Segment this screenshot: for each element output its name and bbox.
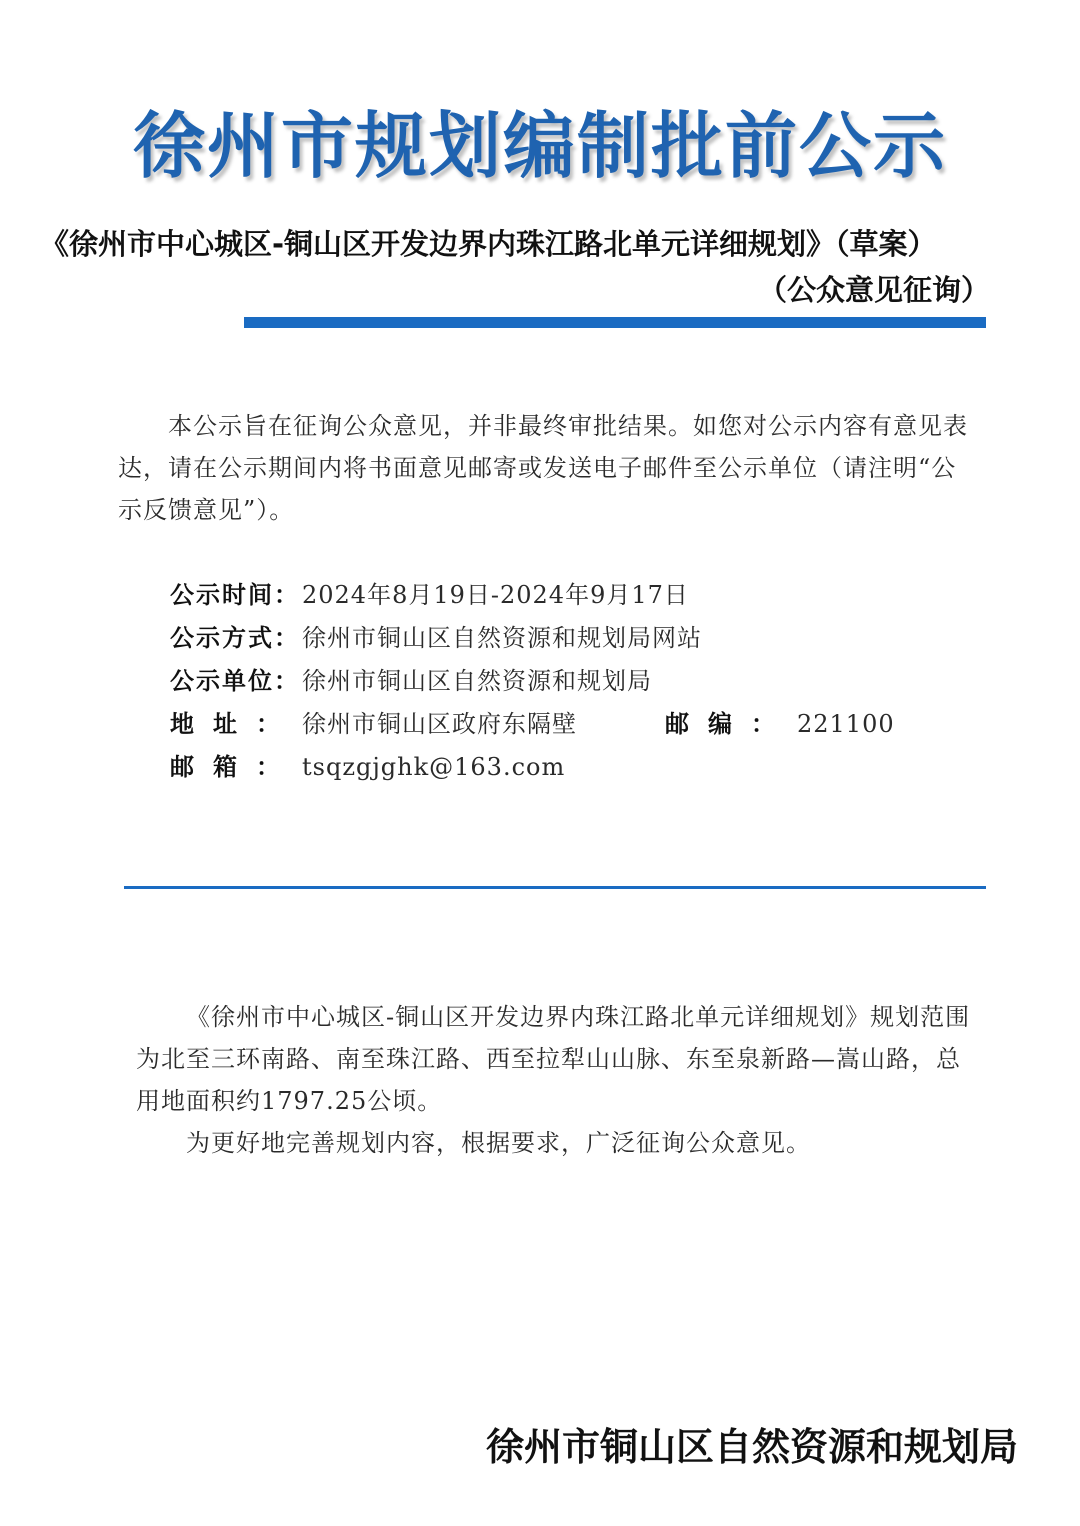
address-value: 徐州市铜山区政府东隔壁 bbox=[302, 710, 577, 738]
address-row bbox=[170, 703, 990, 746]
title-divider bbox=[244, 317, 986, 328]
address-label: 地址： bbox=[170, 710, 282, 738]
email-label: 邮箱： bbox=[170, 753, 282, 781]
period-row bbox=[170, 574, 990, 617]
page-title: 徐州市规划编制批前公示 bbox=[132, 104, 947, 188]
method-label: 公示方式： bbox=[170, 624, 300, 652]
period-label: 公示时间： bbox=[170, 581, 300, 609]
postcode-label: 邮编： bbox=[665, 710, 777, 738]
postcode-group bbox=[665, 703, 895, 746]
issuing-organization: 徐州市铜山区自然资源和规划局 bbox=[485, 1425, 1018, 1469]
intro-paragraph: 本公示旨在征询公众意见，并非最终审批结果。如您对公示内容有意见表达，请在公示期间内将书面意见邮寄或发送电子邮件至公示单位（请注明“公示反馈意见”）。 bbox=[118, 412, 968, 524]
notice-info bbox=[170, 574, 990, 789]
unit-value: 徐州市铜山区自然资源和规划局 bbox=[302, 667, 652, 695]
method-row bbox=[170, 617, 990, 660]
body-section bbox=[136, 996, 976, 1164]
section-divider bbox=[124, 886, 986, 889]
postcode-value: 221100 bbox=[797, 710, 895, 738]
unit-row bbox=[170, 660, 990, 703]
method-value: 徐州市铜山区自然资源和规划局网站 bbox=[302, 624, 702, 652]
email-value[interactable]: tsqzgjghk@163.com bbox=[302, 753, 566, 781]
unit-label: 公示单位： bbox=[170, 667, 300, 695]
plan-subtitle: （公众意见征询） bbox=[757, 273, 990, 307]
consultation-paragraph: 为更好地完善规划内容，根据要求，广泛征询公众意见。 bbox=[186, 1129, 811, 1157]
email-row bbox=[170, 746, 990, 789]
scope-paragraph: 《徐州市中心城区-铜山区开发边界内珠江路北单元详细规划》规划范围为北至三环南路、南至珠江路、西至拉犁山山脉、东至泉新路—嵩山路，总用地面积约1797.25公顷。 bbox=[136, 1003, 971, 1115]
period-value: 2024年8月19日-2024年9月17日 bbox=[302, 581, 689, 609]
plan-title: 《徐州市中心城区-铜山区开发边界内珠江路北单元详细规划》（草案） bbox=[40, 227, 937, 261]
